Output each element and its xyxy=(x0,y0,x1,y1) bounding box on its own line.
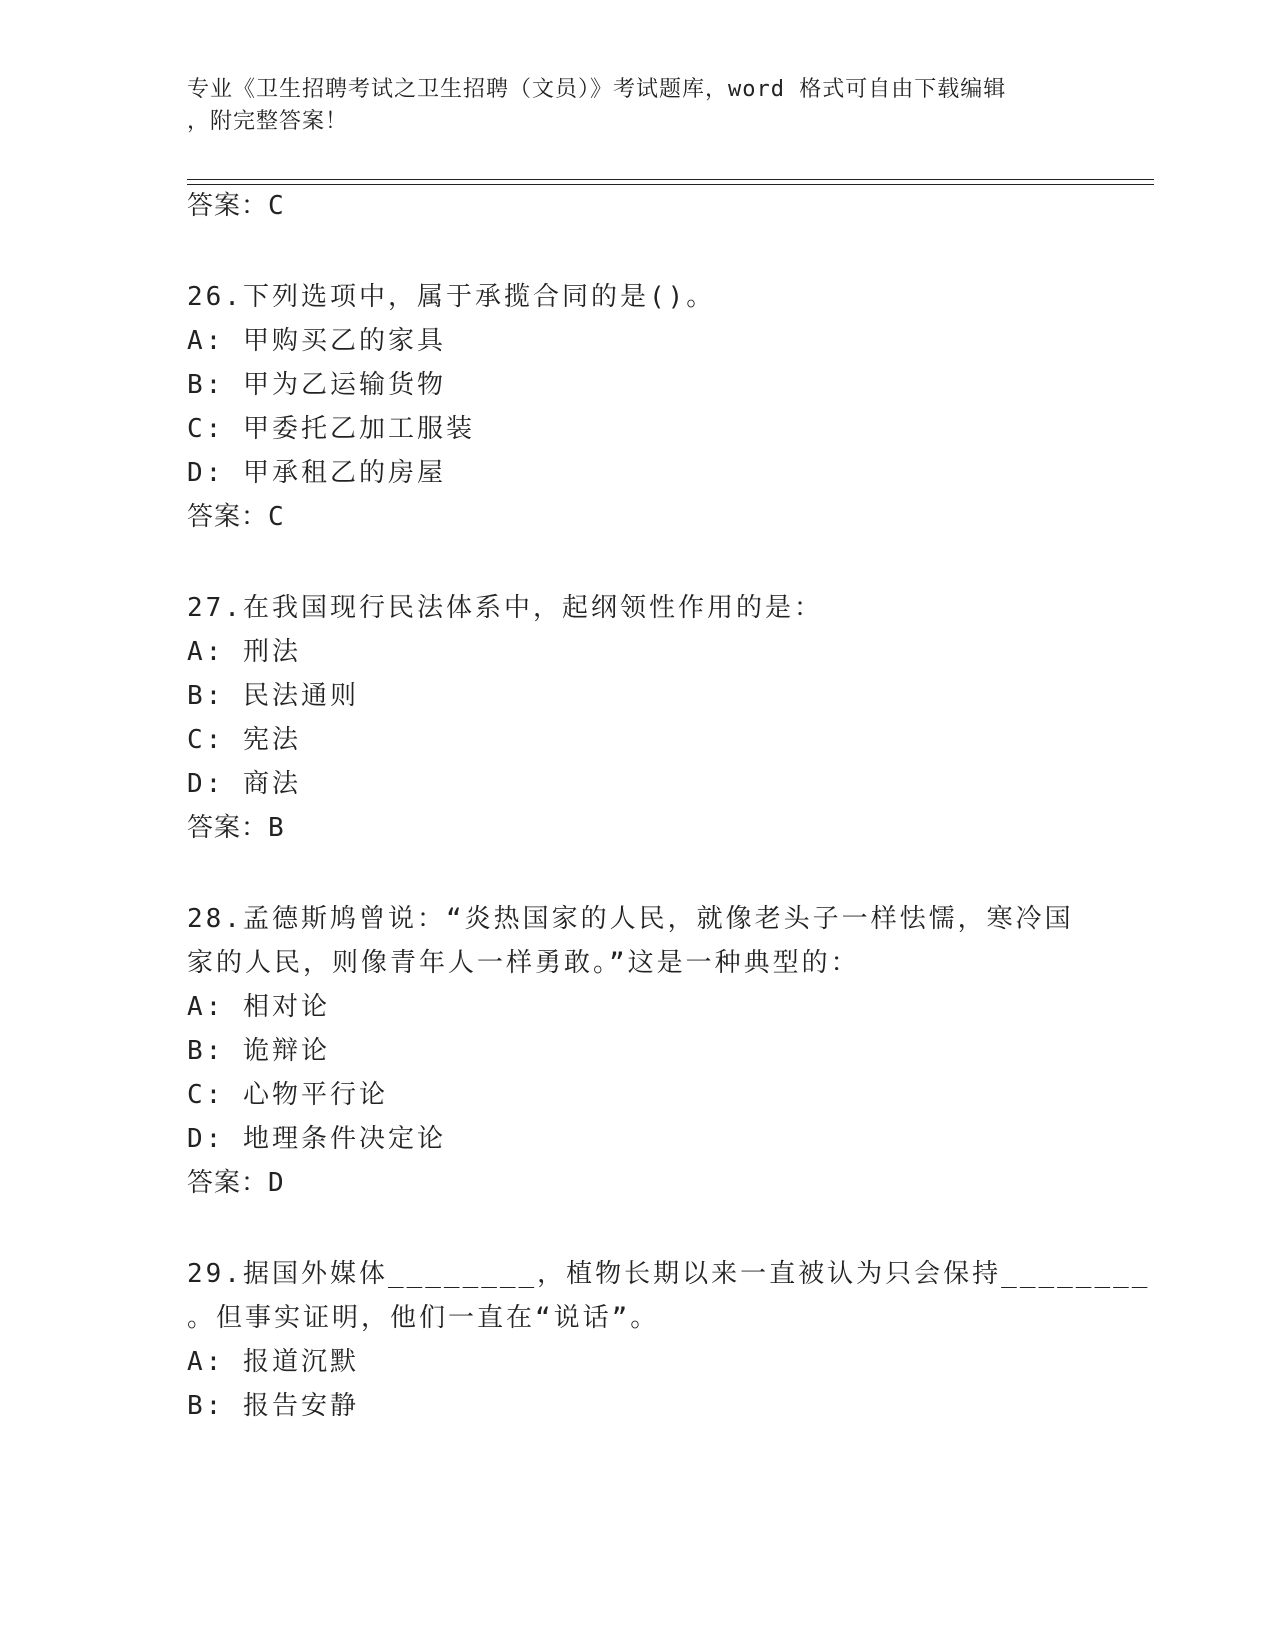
answer-line: 答案：C xyxy=(187,502,285,532)
header-line-1: 专业《卫生招聘考试之卫生招聘（文员）》考试题库，word 格式可自由下载编辑 xyxy=(187,77,1007,102)
option-b: B: 民法通则 xyxy=(187,681,359,711)
question-stem-continued: 。但事实证明，他们一直在“说话”。 xyxy=(187,1303,660,1333)
option-d: D: 甲承租乙的房屋 xyxy=(187,458,446,488)
option-b: B: 诡辩论 xyxy=(187,1036,330,1066)
document-header xyxy=(187,74,1067,138)
answer-line: 答案：D xyxy=(187,1168,285,1198)
header-divider-bottom xyxy=(187,184,1154,185)
option-a: A: 报道沉默 xyxy=(187,1347,359,1377)
option-c: C: 宪法 xyxy=(187,725,301,755)
option-d: D: 地理条件决定论 xyxy=(187,1124,446,1154)
option-b: B: 报告安静 xyxy=(187,1391,359,1421)
answer-line: 答案：C xyxy=(187,191,285,221)
question-stem: 29.据国外媒体________，植物长期以来一直被认为只会保持________ xyxy=(187,1259,1151,1289)
header-divider-top xyxy=(187,179,1154,180)
question-stem-continued: 家的人民，则像青年人一样勇敢。”这是一种典型的： xyxy=(187,948,860,978)
option-c: C: 心物平行论 xyxy=(187,1080,388,1110)
question-stem: 27.在我国现行民法体系中，起纲领性作用的是： xyxy=(187,593,823,623)
option-d: D: 商法 xyxy=(187,769,301,799)
question-stem: 26.下列选项中，属于承揽合同的是()。 xyxy=(187,282,716,312)
option-b: B: 甲为乙运输货物 xyxy=(187,370,446,400)
question-stem: 28.孟德斯鸠曾说：“炎热国家的人民，就像老头子一样怯懦，寒冷国 xyxy=(187,904,1074,934)
option-a: A: 相对论 xyxy=(187,992,330,1022)
option-a: A: 刑法 xyxy=(187,637,301,667)
option-a: A: 甲购买乙的家具 xyxy=(187,326,446,356)
answer-line: 答案：B xyxy=(187,813,285,843)
option-c: C: 甲委托乙加工服装 xyxy=(187,414,475,444)
header-line-2: ，附完整答案！ xyxy=(187,109,349,134)
